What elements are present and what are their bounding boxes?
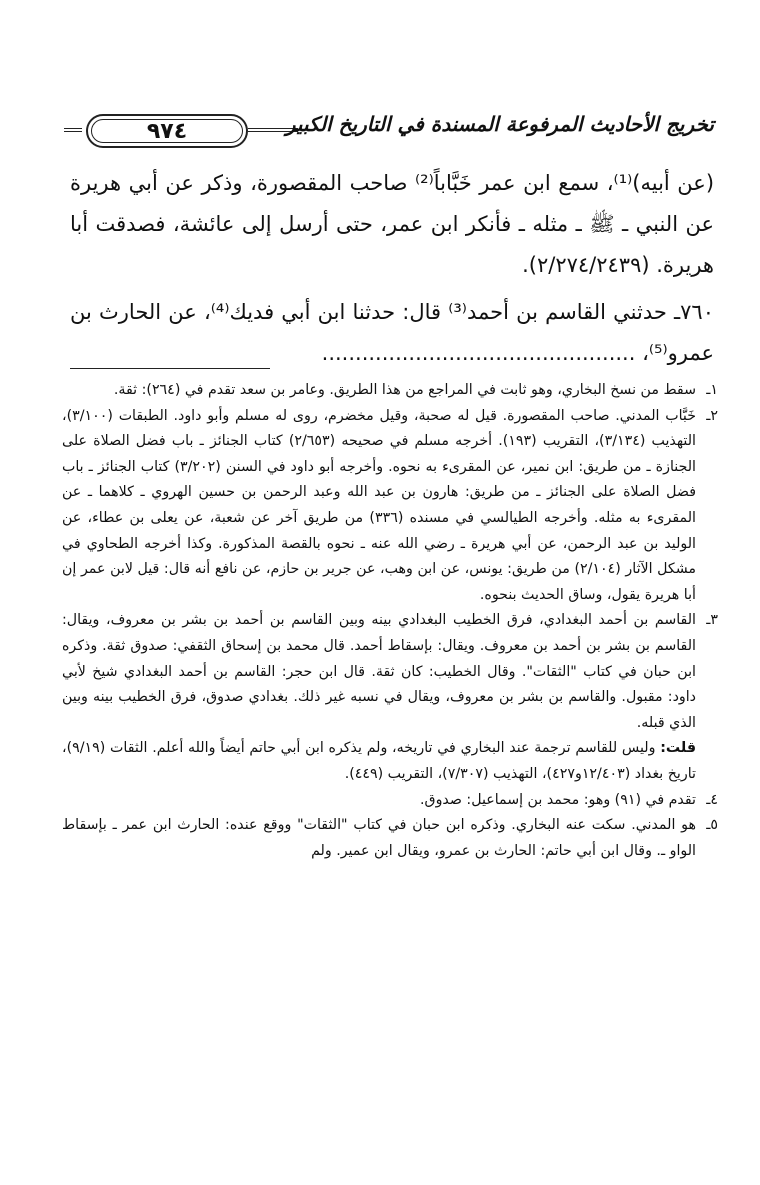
footnote-separator [70, 368, 270, 369]
footnote-text: سقط من نسخ البخاري، وهو ثابت في المراجع من هذا الطريق. وعامر بن سعد تقدم في (٢٦٤): ثقة. [113, 382, 696, 398]
hadith-760: ٧٦٠ـ حدثني القاسم بن أحمد⁽³⁾ قال: حدثنا ابن أبي فديك⁽⁴⁾، عن الحارث بن عمرو⁽⁵⁾، ............................................... [70, 300, 714, 365]
author-comment [62, 736, 696, 787]
main-text [70, 163, 714, 374]
author-comment-label: قلت: [660, 740, 696, 757]
footnote [62, 404, 718, 609]
footnote [62, 788, 718, 814]
footnote-text: هو المدني. سكت عنه البخاري. وذكره ابن حبان في كتاب "الثقات" ووقع عنده: الحارث ابن عمر ـ بإسقاط الواو ـ. وقال ابن أبي حاتم: الحارث بن عمرو، ويقال ابن عمير. ولم [62, 817, 696, 859]
footnote-number: ٤ـ [706, 791, 718, 808]
footnote-text: القاسم بن أحمد البغدادي، فرق الخطيب البغدادي بينه وبين القاسم بن أحمد بن بشر بن معروف، ويقال: القاسم بن بشر بن أحمد بن معروف. ويقال: بإسقاط أحمد. قال محمد بن إسحاق الثقفي: صدوق ثقة. وذكره ابن حبان في كتاب "الثقات". وقال الخطيب: كان ثقة. قال ابن حجر: القاسم بن أحمد البغدادي شيخ لأبي داود: مقبول. والقاسم بن بشر بن معروف، ويقال في نسبه غير ذلك. بغدادي صدوق، فرق الخطيب بينه وبين الذي قبله. [62, 612, 696, 731]
footnote-text: تقدم في (٩١) وهو: محمد بن إسماعيل: صدوق. [420, 791, 696, 808]
footnote [62, 378, 718, 404]
footnotes [62, 378, 718, 864]
main-paragraph: (عن أبيه)⁽¹⁾، سمع ابن عمر خَبَّاباً⁽²⁾ صاحب المقصورة، وذكر عن أبي هريرة عن النبي ـ ﷺ ـ مثله ـ فأنكر ابن عمر، حتى أرسل إلى عائشة، فصدقت أبا هريرة. (٢/٢٧٤/٢٤٣٩). [70, 171, 715, 277]
footnote-number: ٢ـ [706, 407, 718, 424]
header-ornament-line [64, 128, 82, 132]
page-header [64, 112, 714, 152]
author-comment-text: وليس للقاسم ترجمة عند البخاري في تاريخه، ولم يذكره ابن أبي حاتم أيضاً والله أعلم. الثقات (٩/١٩)، تاريخ بغداد (١٢/٤٠٣و٤٢٧)، التهذيب (٧/٣٠٧)، التقريب (٤٤٩). [62, 740, 696, 782]
footnote-number: ٣ـ [706, 612, 718, 629]
page-number: ٩٧٤ [86, 114, 248, 148]
footnote-text: خَبَّاب المدني. صاحب المقصورة. قيل له صحبة، وقيل مخضرم، روى له مسلم وأبو داود. الطبقات (٣/١٠٠)، التهذيب (٣/١٣٤)، التقريب (١٩٣). أخرجه مسلم في صحيحه (٢/٦٥٣) كتاب الجنائز ـ باب فضل الصلاة على الجنازة ـ من طريق: ابن نمير، عن المقرىء به نحوه. وأخرجه أبو داود في السنن (٣/٢٠٢) كتاب الجنائز ـ باب فضل الصلاة على الجنائز ـ من طريق: هارون بن عبد الله وعبد الرحمن بن حسين الهروي ـ كلاهما ـ عن المقرىء به مثله. وأخرجه الطيالسي في مسنده (٣٣٦) من طريق آخر عن شعبة، عن يعلى بن عطاء، عن الوليد بن عبد الرحمن، عن أبي هريرة ـ رضي الله عنه ـ نحوه بالقصة المذكورة. وكذا أخرجه الطحاوي في مشكل الآثار (٢/١٠٤) من طريق: يونس، عن ابن وهب، عن جرير بن حازم، عن نافع أنه قال: قيل لابن عمر إن أبا هريرة يقول، وساق الحديث بنحوه. [62, 407, 697, 603]
footnote-number: ٥ـ [706, 817, 718, 834]
footnote-number: ١ـ [706, 382, 718, 398]
footnote [62, 813, 718, 864]
footnote [62, 608, 718, 787]
running-title: تخريج الأحاديث المرفوعة المسندة في التاريخ الكبير [285, 112, 714, 136]
